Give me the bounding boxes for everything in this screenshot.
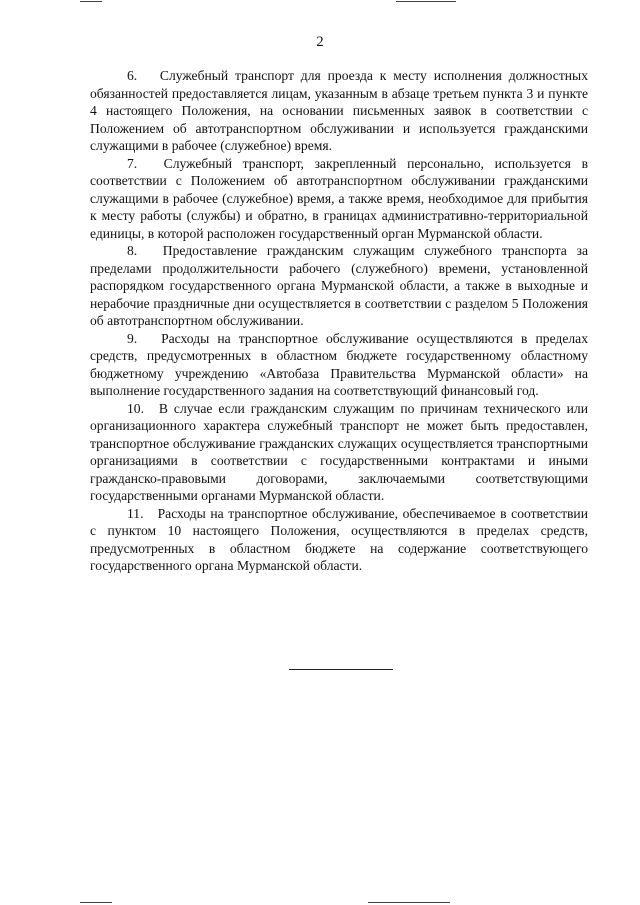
paragraph-6 bbox=[90, 67, 588, 155]
paragraph-number: 7. bbox=[127, 155, 138, 171]
paragraph-10 bbox=[90, 400, 588, 505]
paragraph-text: Расходы на транспортное обслуживание осуществляются в пределах средств, предусмотренных в областном бюджете государственному областному бюджетному учреждению «Автобаза Правительства Мурманской области» на выполнение государственного задания на соответствующий финансовый год. bbox=[90, 330, 588, 398]
paragraph-number: 11. bbox=[127, 505, 144, 521]
paragraph-9 bbox=[90, 330, 588, 400]
bottom-scan-line-right bbox=[368, 902, 450, 903]
paragraph-8 bbox=[90, 242, 588, 330]
paragraph-text: В случае если гражданским служащим по причинам технического или организационного характера служебный транспорт не может быть предоставлен, транспортное обслуживание гражданских служащих осуществляется транспортными организациями в соответствии с государственными контрактами и иными гражданско-правовыми договорами, заключаемыми соответствующими государственными органами Мурманской области. bbox=[90, 400, 588, 503]
page-number: 2 bbox=[316, 34, 324, 50]
closing-rule bbox=[289, 669, 393, 670]
paragraph-text: Служебный транспорт, закрепленный персонально, используется в соответствии с Положением об автотранспортном обслуживании гражданскими служащими в рабочее (служебное) время, а также время, необходимое для прибытия к месту работы (службы) и обратно, в границах административно-территориальной единицы, в которой расположен государственный орган Мурманской области. bbox=[90, 155, 588, 241]
bottom-scan-line-left bbox=[80, 902, 112, 903]
paragraph-text: Служебный транспорт для проезда к месту исполнения должностных обязанностей предоставляется лицам, указанным в абзаце третьем пункта 3 и пункте 4 настоящего Положения, на основании письменных заявок в соответствии с Положением об автотранспортном обслуживании и используется гражданскими служащими в рабочее (служебное) время. bbox=[90, 68, 588, 153]
paragraph-number: 10. bbox=[127, 400, 144, 416]
paragraph-7 bbox=[90, 155, 588, 243]
paragraph-11 bbox=[90, 505, 588, 575]
top-scan-line-right bbox=[396, 1, 456, 2]
top-scan-line-left bbox=[80, 1, 102, 2]
paragraph-text: Предоставление гражданским служащим служебного транспорта за пределами продолжительности рабочего (служебного) времени, установленной распорядком государственного органа Мурманской области, а также в выходные и нерабочие праздничные дни осуществляется в соответствии с разделом 5 Положения об автотранспортном обслуживании. bbox=[90, 243, 588, 328]
paragraph-number: 8. bbox=[127, 243, 138, 258]
document-body bbox=[90, 67, 588, 575]
paragraph-number: 9. bbox=[127, 330, 138, 346]
paragraph-number: 6. bbox=[127, 68, 138, 83]
paragraph-text: Расходы на транспортное обслуживание, обеспечиваемое в соответствии с пунктом 10 настоящего Положения, осуществляются в пределах средств, предусмотренных в областном бюджете на содержание соответствующего государственного органа Мурманской области. bbox=[90, 505, 588, 573]
